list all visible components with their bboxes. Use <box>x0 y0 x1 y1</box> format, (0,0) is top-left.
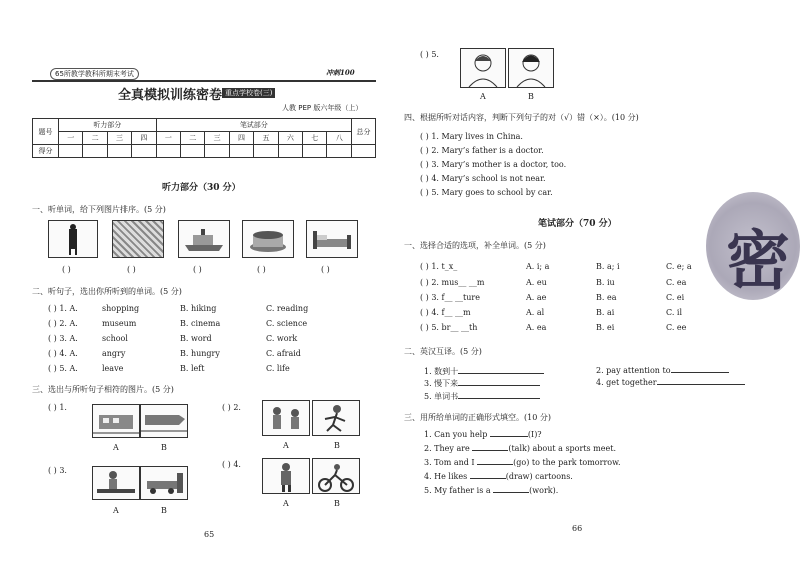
judge-item[interactable]: ( ) 3. Mary’s mother is a doctor, too. <box>420 160 567 169</box>
score-col: 二 <box>181 132 205 145</box>
score-cell[interactable] <box>59 145 83 158</box>
page-title: 全真模拟训练密卷 <box>118 88 223 103</box>
question-number[interactable]: ( ) 1. A. <box>48 304 78 313</box>
picture-runner <box>312 400 360 436</box>
answer-bracket[interactable]: ( ) <box>257 265 266 274</box>
question-number[interactable]: ( ) 5. br__ __th <box>420 323 478 332</box>
listening-title: 听力部分（30 分） <box>162 183 241 193</box>
option-a: school <box>102 334 128 343</box>
label-b: B <box>161 506 167 515</box>
score-row-label: 得分 <box>33 145 59 158</box>
picture-woman <box>48 220 98 258</box>
section1-title: 一、听单词，给下列图片排序。(5 分) <box>32 205 166 214</box>
answer-blank[interactable] <box>472 450 508 451</box>
score-col: 四 <box>132 132 156 145</box>
question-number[interactable]: ( ) 3. f__ __ture <box>420 293 480 302</box>
question-number[interactable]: ( ) 3. <box>48 466 67 475</box>
label-b: B <box>334 441 340 450</box>
option-c: C. ea <box>666 278 687 287</box>
score-cell[interactable] <box>156 145 180 158</box>
fill-prefix: 5. My father is a <box>424 486 491 495</box>
score-col: 三 <box>107 132 131 145</box>
option-a: A. ae <box>526 293 547 302</box>
option-a: A. i; a <box>526 262 550 271</box>
option-a: A. ea <box>526 323 547 332</box>
fill-suffix: (work). <box>529 486 559 495</box>
score-header-total: 总分 <box>352 119 376 145</box>
question-number[interactable]: ( ) 2. <box>222 403 241 412</box>
picture-boy-a <box>460 48 506 88</box>
fill-prefix: 1. Can you help <box>424 430 488 439</box>
judge-item[interactable]: ( ) 1. Mary lives in China. <box>420 132 523 141</box>
score-cell[interactable] <box>181 145 205 158</box>
label-a: A <box>113 443 119 452</box>
score-col: 六 <box>278 132 302 145</box>
question-number[interactable]: ( ) 4. <box>222 460 241 469</box>
answer-blank[interactable] <box>477 464 513 465</box>
question-number[interactable]: ( ) 4. f__ __m <box>420 308 471 317</box>
stamp-character: 密 <box>726 224 790 299</box>
answer-bracket[interactable]: ( ) <box>321 265 330 274</box>
score-table <box>32 118 376 158</box>
answer-bracket[interactable]: ( ) <box>127 265 136 274</box>
translate-item <box>596 366 729 375</box>
answer-blank[interactable] <box>657 384 745 385</box>
score-cell[interactable] <box>132 145 156 158</box>
fill-suffix: (draw) cartoons. <box>505 472 573 481</box>
title-tag: 重点学校卷(三) <box>222 88 275 98</box>
page-number-right: 66 <box>572 524 583 533</box>
option-c: C. life <box>266 364 290 373</box>
written-title: 笔试部分（70 分） <box>538 219 617 229</box>
question-number[interactable]: ( ) 2. A. <box>48 319 78 328</box>
option-a: A. eu <box>526 278 547 287</box>
fill-item <box>424 444 616 453</box>
part3-title: 三、用所给单词的正确形式填空。(10 分) <box>404 413 551 422</box>
translate-item <box>424 391 540 402</box>
question-number[interactable]: ( ) 5. A. <box>48 364 78 373</box>
answer-blank[interactable] <box>458 373 544 374</box>
option-b: B. hiking <box>180 304 217 313</box>
score-col: 二 <box>83 132 107 145</box>
fill-prefix: 4. He likes <box>424 472 468 481</box>
score-cell[interactable] <box>254 145 278 158</box>
translate-prompt: 3. 慢下来 <box>424 379 459 388</box>
translate-prompt: 1. 数到十 <box>424 367 459 376</box>
score-col: 一 <box>156 132 180 145</box>
fill-suffix: (I)? <box>527 430 542 439</box>
score-cell[interactable] <box>107 145 131 158</box>
score-cell[interactable] <box>278 145 302 158</box>
option-b: B. word <box>180 334 212 343</box>
answer-bracket[interactable]: ( ) <box>193 265 202 274</box>
label-b: B <box>528 92 534 101</box>
question-number[interactable]: ( ) 2. mus__ __m <box>420 278 485 287</box>
label-a: A <box>113 506 119 515</box>
picture-cyclist <box>312 458 360 494</box>
score-cell[interactable] <box>205 145 229 158</box>
label-b: B <box>334 499 340 508</box>
fill-item <box>424 486 558 495</box>
judge-item[interactable]: ( ) 5. Mary goes to school by car. <box>420 188 553 197</box>
option-b: B. left <box>180 364 205 373</box>
option-b: B. iu <box>596 278 615 287</box>
option-c: C. il <box>666 308 683 317</box>
picture-cake <box>242 220 294 258</box>
score-col: 八 <box>327 132 352 145</box>
picture-boy-b <box>508 48 554 88</box>
option-c: C. ee <box>666 323 687 332</box>
option-a: shopping <box>102 304 140 313</box>
section4-title: 四、根据所听对话内容，判断下列句子的对（√）错（×）。(10 分) <box>404 113 639 122</box>
option-c: C. reading <box>266 304 309 313</box>
fill-prefix: 2. They are <box>424 444 470 453</box>
header-badge: 65所教学教科所期末考试 <box>50 68 139 80</box>
option-a: angry <box>102 349 126 358</box>
page-number-left: 65 <box>204 530 215 539</box>
picture-pattern <box>112 220 164 258</box>
picture-bed <box>306 220 358 258</box>
fill-suffix: (go) to the park tomorrow. <box>513 458 621 467</box>
option-c: C. e; a <box>666 262 692 271</box>
score-col: 五 <box>254 132 278 145</box>
score-header-number: 题号 <box>33 119 59 145</box>
header-rule <box>32 80 376 82</box>
part2-title: 二、英汉互译。(5 分) <box>404 347 482 356</box>
fill-item <box>424 472 573 481</box>
option-b: B. ai <box>596 308 615 317</box>
score-cell[interactable] <box>229 145 253 158</box>
score-cell[interactable] <box>83 145 107 158</box>
section3-title: 三、选出与所听句子相符的图片。(5 分) <box>32 385 174 394</box>
answer-blank[interactable] <box>470 478 506 479</box>
option-b: B. ea <box>596 293 617 302</box>
fill-item <box>424 458 621 467</box>
header-right: 冲刺100 <box>326 68 355 77</box>
question-number[interactable]: ( ) 3. A. <box>48 334 78 343</box>
answer-blank[interactable] <box>458 385 540 386</box>
answer-blank[interactable] <box>493 492 529 493</box>
option-c: C. afraid <box>266 349 301 358</box>
option-a: leave <box>102 364 124 373</box>
label-a: A <box>283 499 289 508</box>
answer-blank[interactable] <box>671 372 729 373</box>
score-header-listening: 听力部分 <box>59 119 157 132</box>
question-number[interactable]: ( ) 1. <box>48 403 67 412</box>
score-col: 四 <box>229 132 253 145</box>
picture-train <box>140 404 188 438</box>
option-b: B. cinema <box>180 319 221 328</box>
part1-title: 一、选择合适的选项，补全单词。(5 分) <box>404 241 546 250</box>
option-a: museum <box>102 319 137 328</box>
picture-crowd <box>262 400 310 436</box>
score-header-written: 笔试部分 <box>156 119 351 132</box>
option-b: B. ei <box>596 323 615 332</box>
label-a: A <box>283 441 289 450</box>
option-b: B. hungry <box>180 349 220 358</box>
translate-item <box>424 366 544 377</box>
score-col: 三 <box>205 132 229 145</box>
answer-blank[interactable] <box>458 398 540 399</box>
subtitle: 人教 PEP 版六年级（上） <box>282 104 363 112</box>
judge-item[interactable]: ( ) 2. Mary’s father is a doctor. <box>420 146 544 155</box>
option-c: C. science <box>266 319 308 328</box>
fill-item <box>424 430 542 439</box>
option-b: B. a; i <box>596 262 620 271</box>
option-a: A. al <box>526 308 545 317</box>
picture-ship <box>178 220 230 258</box>
translate-prompt: 5. 单词书 <box>424 392 459 401</box>
section2-title: 二、听句子，选出你所听到的单词。(5 分) <box>32 287 182 296</box>
score-cell[interactable] <box>303 145 327 158</box>
question-number[interactable]: ( ) 5. <box>420 50 439 59</box>
label-a: A <box>480 92 486 101</box>
score-cell[interactable] <box>327 145 352 158</box>
question-number[interactable]: ( ) 1. t_x_ <box>420 262 458 271</box>
option-c: C. ei <box>666 293 685 302</box>
option-c: C. work <box>266 334 298 343</box>
label-b: B <box>161 443 167 452</box>
score-col: 一 <box>59 132 83 145</box>
picture-worker <box>92 466 140 500</box>
fill-prefix: 3. Tom and I <box>424 458 475 467</box>
picture-car-garage <box>140 466 188 500</box>
picture-train-station <box>92 404 140 438</box>
translate-item <box>596 378 745 387</box>
judge-item[interactable]: ( ) 4. Mary’s school is not near. <box>420 174 546 183</box>
question-number[interactable]: ( ) 4. A. <box>48 349 78 358</box>
score-cell[interactable] <box>352 145 376 158</box>
fill-suffix: (talk) about a sports meet. <box>508 444 616 453</box>
picture-soldier <box>262 458 310 494</box>
translate-prompt: 2. pay attention to <box>596 366 671 375</box>
score-col: 七 <box>303 132 327 145</box>
answer-blank[interactable] <box>490 436 528 437</box>
translate-prompt: 4. get together <box>596 378 657 387</box>
answer-bracket[interactable]: ( ) <box>62 265 71 274</box>
translate-item <box>424 378 540 389</box>
